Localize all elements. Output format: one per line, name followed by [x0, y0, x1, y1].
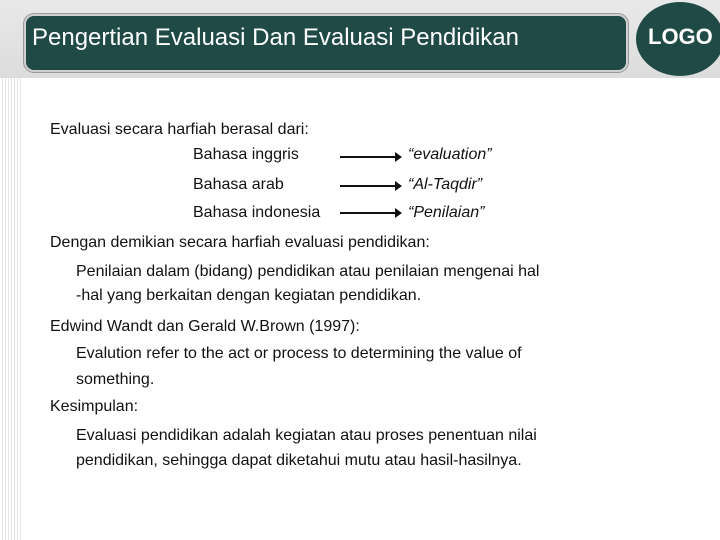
para2-heading: Edwind Wandt dan Gerald W.Brown (1997): [50, 318, 360, 335]
decorative-stripe [0, 0, 22, 540]
para1-body-line1: Penilaian dalam (bidang) pendidikan atau penilaian mengenai hal [76, 263, 540, 280]
intro-text: Evaluasi secara harfiah berasal dari: [50, 121, 309, 138]
para3-heading: Kesimpulan: [50, 398, 139, 415]
arrow-3 [340, 212, 400, 214]
para2-body-line1: Evalution refer to the act or process to determining the value of [76, 345, 522, 362]
lang-label-2: Bahasa arab [193, 176, 284, 193]
arrow-1 [340, 156, 400, 158]
para3-body-line2: pendidikan, sehingga dapat diketahui mutu atau hasil-hasilnya. [76, 452, 522, 469]
lang-label-3: Bahasa indonesia [193, 204, 321, 221]
lang-term-2: “Al-Taqdir” [408, 176, 483, 193]
lang-label-1: Bahasa inggris [193, 146, 299, 163]
lang-term-1: “evaluation” [408, 146, 492, 163]
logo: LOGO [648, 24, 713, 49]
para1-body-line2: -hal yang berkaitan dengan kegiatan pendidikan. [76, 287, 422, 304]
slide-title: Pengertian Evaluasi Dan Evaluasi Pendidikan [32, 24, 519, 51]
para1-heading: Dengan demikian secara harfiah evaluasi pendidikan: [50, 234, 430, 251]
lang-term-3: “Penilaian” [408, 204, 485, 221]
para2-body-line2: something. [76, 371, 155, 388]
arrow-2 [340, 185, 400, 187]
para3-body-line1: Evaluasi pendidikan adalah kegiatan atau proses penentuan nilai [76, 427, 537, 444]
